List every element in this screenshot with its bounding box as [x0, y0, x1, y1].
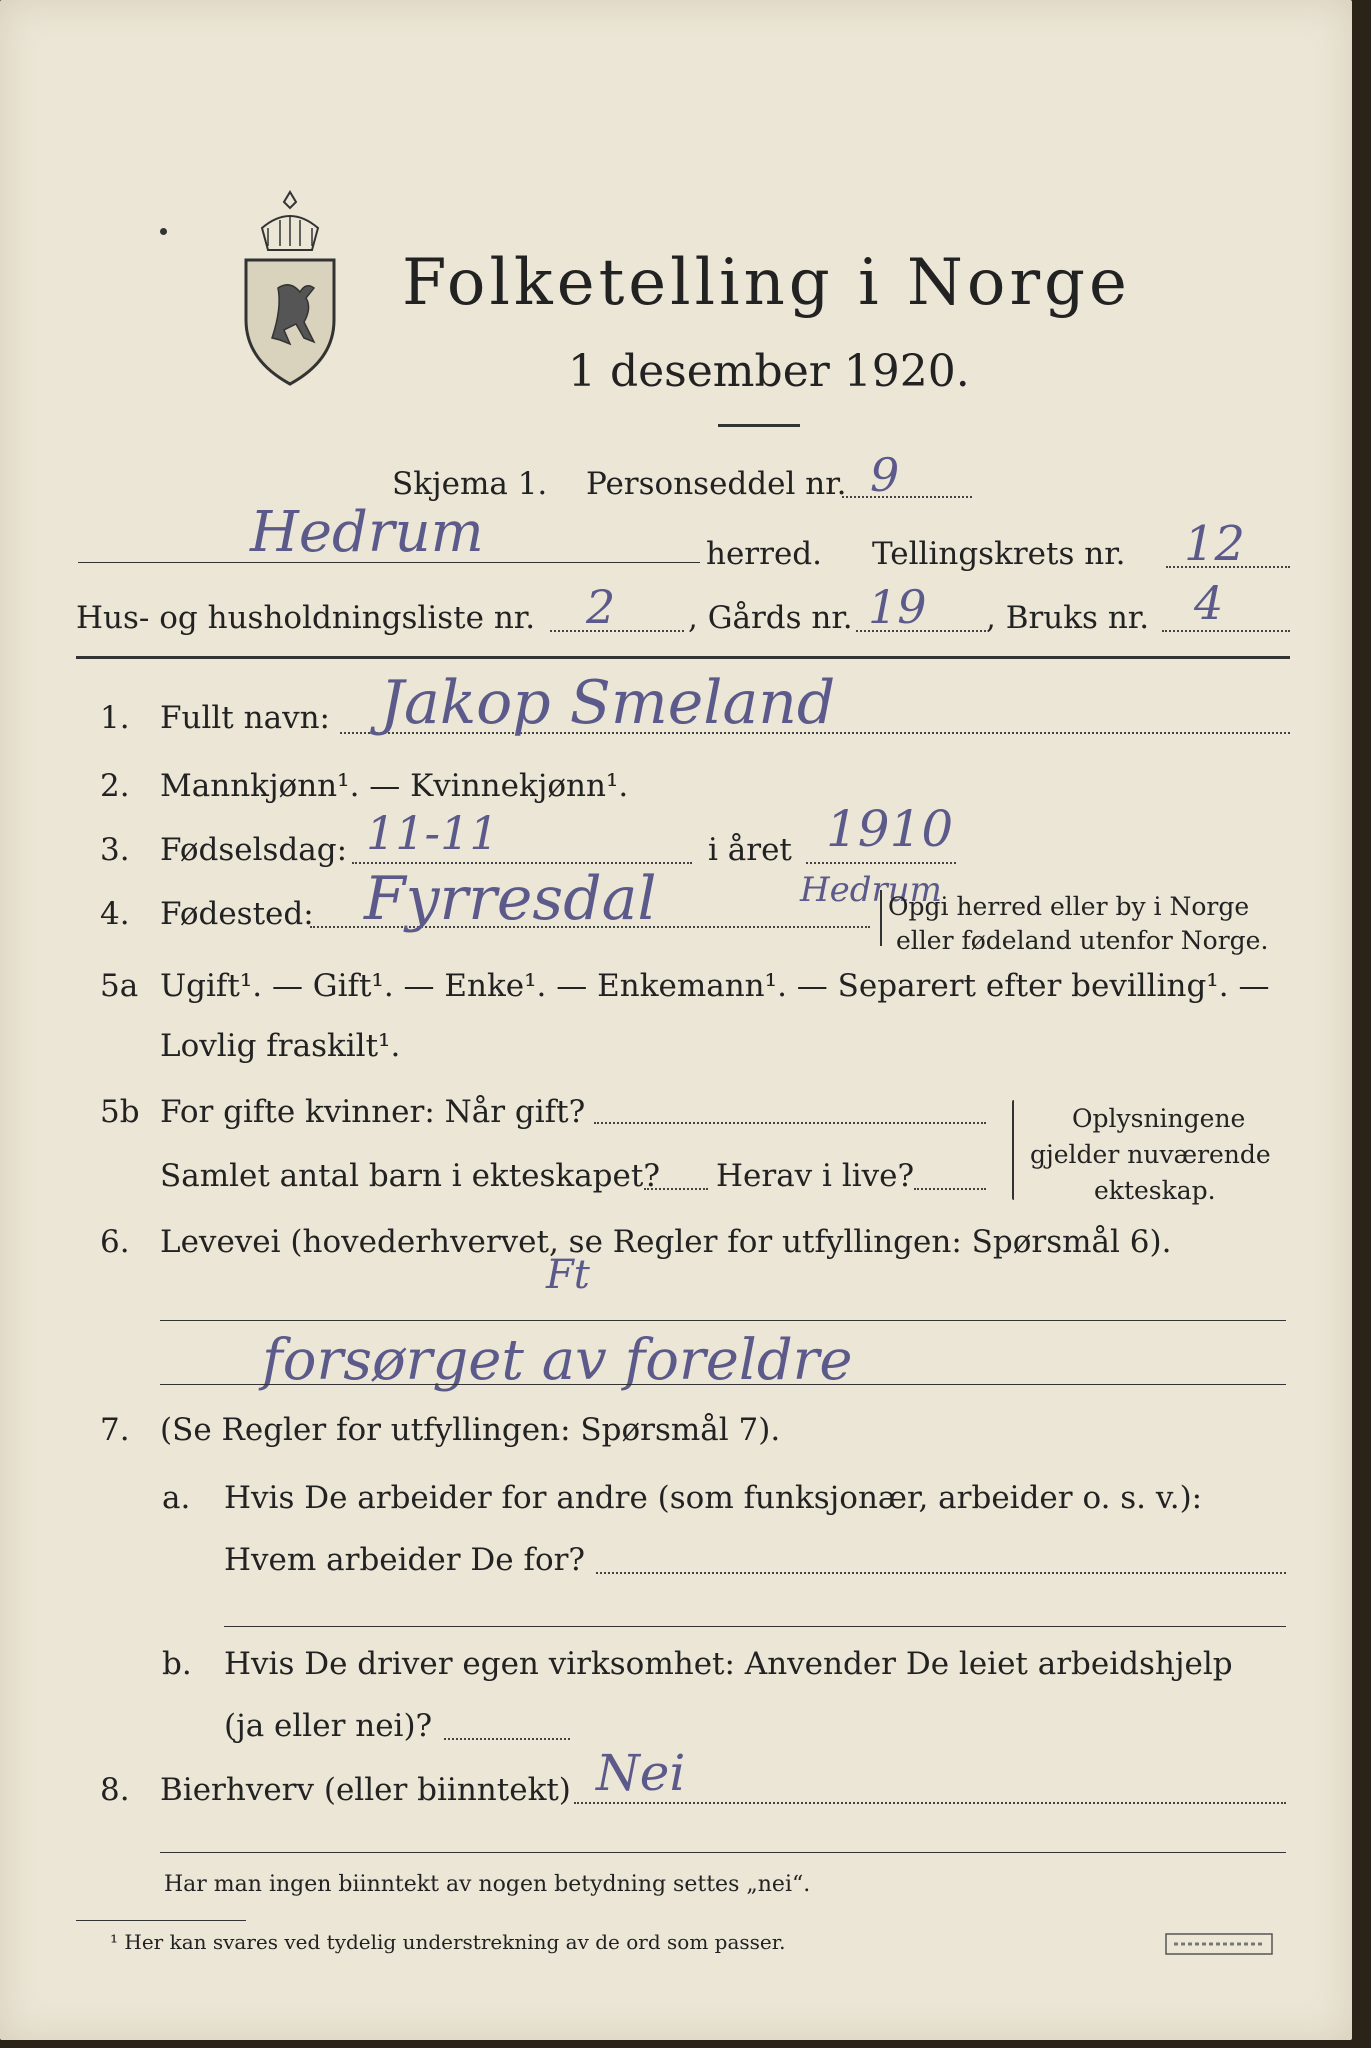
- personseddel-label: Personseddel nr.: [586, 466, 847, 502]
- herred-label: herred.: [706, 536, 822, 572]
- q8-number: 8.: [100, 1772, 130, 1808]
- gards-label: , Gårds nr.: [688, 600, 853, 636]
- children-alive-field[interactable]: [914, 1188, 986, 1190]
- q2-label[interactable]: Mannkjønn¹. — Kvinnekjønn¹.: [160, 768, 629, 804]
- q2-number: 2.: [100, 768, 130, 804]
- q5b-note-1: Oplysningene: [1072, 1104, 1246, 1133]
- side-income-field-2[interactable]: [160, 1852, 1286, 1853]
- q7b-number: b.: [162, 1646, 192, 1682]
- husliste-value: 2: [586, 580, 616, 634]
- bruks-value: 4: [1194, 576, 1224, 630]
- q3-number: 3.: [100, 832, 130, 868]
- tellingskrets-label: Tellingskrets nr.: [872, 536, 1126, 572]
- coat-of-arms-icon: [232, 188, 348, 388]
- occupation-field-2[interactable]: [160, 1384, 1286, 1385]
- bruks-label: , Bruks nr.: [986, 600, 1150, 636]
- q4-note-2: eller fødeland utenfor Norge.: [896, 926, 1269, 955]
- q5a-label-2[interactable]: Lovlig fraskilt¹.: [160, 1028, 401, 1064]
- q3-year-label: i året: [708, 832, 792, 868]
- q5b-number: 5b: [100, 1094, 140, 1130]
- q4-note-1: Opgi herred eller by i Norge: [888, 892, 1250, 921]
- birthplace-extra: Hedrum: [800, 870, 942, 910]
- occupation-value-1: Ft: [546, 1252, 590, 1298]
- q5b-note-2: gjelder nuværende: [1030, 1140, 1271, 1169]
- q6-number: 6.: [100, 1224, 130, 1260]
- q4-note-brace: [880, 890, 882, 946]
- q6-label: Levevei (hovederhvervet, se Regler for utfyllingen: Spørsmål 6).: [160, 1224, 1172, 1260]
- personseddel-field[interactable]: [842, 496, 972, 498]
- q8-label: Bierhverv (eller biinntekt): [160, 1772, 571, 1808]
- herred-value: Hedrum: [250, 500, 484, 565]
- q5b-note-3: ekteskap.: [1094, 1176, 1216, 1205]
- q7-number: 7.: [100, 1412, 130, 1448]
- side-income-field[interactable]: [574, 1802, 1286, 1804]
- q7b-label-2: (ja eller nei)?: [224, 1708, 433, 1744]
- birth-year-field[interactable]: [806, 862, 956, 864]
- form-title: Folketelling i Norge: [402, 246, 1131, 320]
- header-divider: [76, 656, 1290, 659]
- q4-number: 4.: [100, 896, 130, 932]
- birth-year-value: 1910: [826, 800, 954, 858]
- q7a-label: Hvis De arbeider for andre (som funksjonær, arbeider o. s. v.):: [224, 1480, 1203, 1516]
- printer-stamp-icon: [1164, 1932, 1274, 1956]
- hired-help-field[interactable]: [444, 1738, 570, 1740]
- q4-label: Fødested:: [160, 896, 314, 932]
- children-count-field[interactable]: [644, 1188, 708, 1190]
- gards-value: 19: [868, 580, 927, 634]
- employer-field[interactable]: [596, 1572, 1286, 1574]
- footnote-divider: [76, 1920, 246, 1921]
- title-divider: [718, 424, 800, 427]
- mark-dot: [160, 228, 167, 235]
- married-when-field[interactable]: [594, 1122, 986, 1124]
- census-date: 1 desember 1920.: [568, 346, 970, 397]
- q5b-label: For gifte kvinner: Når gift?: [160, 1094, 586, 1130]
- tellingskrets-value: 12: [1184, 516, 1246, 572]
- q5a-number: 5a: [100, 968, 139, 1004]
- side-income-value: Nei: [596, 1744, 686, 1802]
- husliste-label: Hus- og husholdningsliste nr.: [76, 600, 536, 636]
- q8-note: Har man ingen biinntekt av nogen betydning settes „nei“.: [164, 1872, 811, 1897]
- footnote: ¹ Her kan svares ved tydelig understrekning av de ord som passer.: [110, 1930, 786, 1954]
- q7b-label: Hvis De driver egen virksomhet: Anvender De leiet arbeidshjelp: [224, 1646, 1233, 1682]
- q7a-label-2: Hvem arbeider De for?: [224, 1542, 586, 1578]
- personseddel-value: 9: [870, 448, 900, 502]
- birthplace-value: Fyrresdal: [364, 864, 657, 934]
- q7a-number: a.: [162, 1480, 191, 1516]
- full-name-value: Jakop Smeland: [380, 668, 836, 738]
- occupation-field-1[interactable]: [160, 1320, 1286, 1321]
- q7-label: (Se Regler for utfyllingen: Spørsmål 7).: [160, 1412, 781, 1448]
- occupation-value-2: forsørget av foreldre: [262, 1328, 853, 1393]
- q5b-label-3: Herav i live?: [716, 1158, 915, 1194]
- q3-label: Fødselsdag:: [160, 832, 348, 868]
- q5b-label-2: Samlet antal barn i ekteskapet?: [160, 1158, 660, 1194]
- q5a-label[interactable]: Ugift¹. — Gift¹. — Enke¹. — Enkemann¹. — Separert efter bevilling¹. —: [160, 968, 1270, 1004]
- skjema-label: Skjema 1.: [392, 466, 548, 502]
- q1-number: 1.: [100, 700, 130, 736]
- q5b-note-brace: [1012, 1100, 1014, 1200]
- bruks-field[interactable]: [1162, 630, 1290, 632]
- birthday-value: 11-11: [366, 806, 499, 860]
- q1-label: Fullt navn:: [160, 700, 330, 736]
- employer-field-2[interactable]: [224, 1626, 1286, 1627]
- husliste-field[interactable]: [550, 630, 684, 632]
